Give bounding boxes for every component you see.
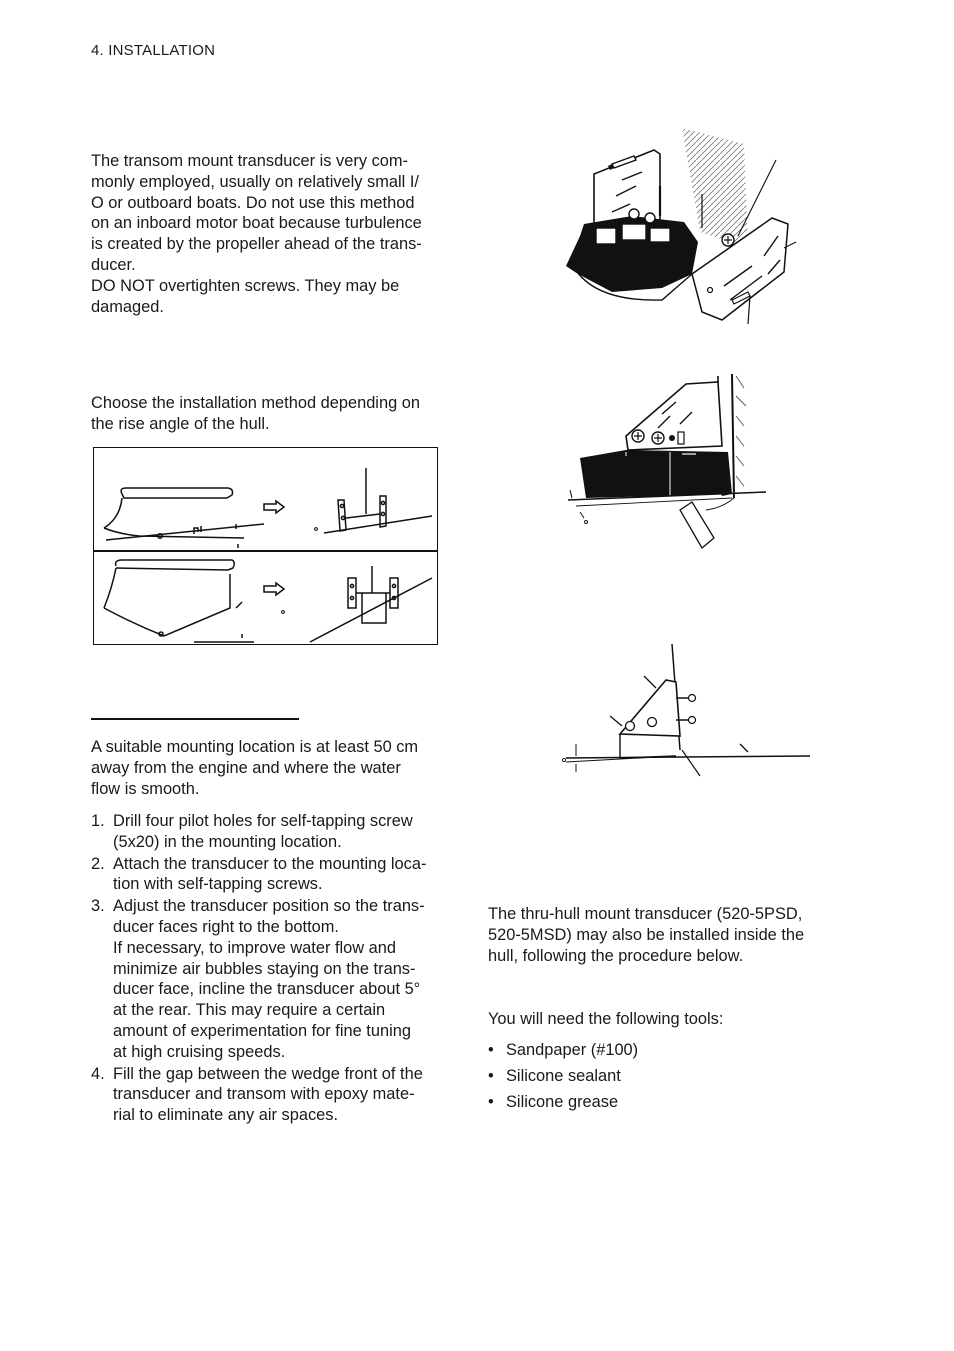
- step-line: Attach the transducer to the mounting loca-: [113, 854, 427, 873]
- step-text: [113, 1064, 451, 1126]
- step-number: 2.: [91, 854, 105, 873]
- tool-name: Silicone grease: [506, 1092, 619, 1111]
- method-line: the rise angle of the hull.: [91, 414, 270, 433]
- step-line: Drill four pilot holes for self-tapping screw: [113, 812, 413, 830]
- warning-line: DO NOT overtighten screws. They may be: [91, 276, 400, 295]
- tools-list: [488, 1040, 638, 1117]
- location-line: flow is smooth.: [91, 779, 200, 798]
- step-line: ducer face, incline the transducer about 5°: [113, 980, 421, 999]
- step-line: Fill the gap between the wedge front of the: [113, 1064, 423, 1083]
- hull-angle-figure: [93, 447, 438, 645]
- intro-line: is created by the propeller ahead of the trans-: [91, 235, 422, 254]
- step-line: at high cruising speeds.: [113, 1042, 286, 1061]
- tool-item: [488, 1040, 638, 1061]
- step-line: tion with self-tapping screws.: [113, 875, 323, 894]
- tool-name: Sandpaper (#100): [506, 1041, 639, 1059]
- step-text: [113, 854, 451, 896]
- step-line: Adjust the transducer position so the trans-: [113, 897, 425, 916]
- section-rule: [91, 718, 299, 720]
- transom-mount-side-illustration: [566, 372, 776, 552]
- transom-intro: [91, 151, 446, 317]
- intro-line: ducer.: [91, 255, 136, 274]
- step-number: 4.: [91, 1064, 105, 1083]
- intro-line: on an inboard motor boat because turbulence: [91, 214, 422, 233]
- location-line: away from the engine and where the water: [91, 758, 401, 777]
- location-paragraph: [91, 737, 446, 799]
- thru-hull-line: 520-5MSD) may also be installed inside the: [488, 925, 805, 944]
- tool-name: Silicone sealant: [506, 1066, 621, 1085]
- thru-hull-line: hull, following the procedure below.: [488, 946, 744, 965]
- intro-line: The transom mount transducer is very com-: [91, 152, 408, 170]
- tools-intro: [488, 1009, 838, 1030]
- step-line: transducer and transom with epoxy mate-: [113, 1085, 415, 1104]
- step-item: [91, 896, 451, 1062]
- step-line: (5x20) in the mounting location.: [113, 832, 342, 851]
- step-line: rial to eliminate any air spaces.: [113, 1106, 339, 1125]
- step-number: 1.: [91, 812, 105, 830]
- bullet-icon: •: [488, 1066, 494, 1085]
- step-number: 3.: [91, 897, 105, 916]
- method-choice: [91, 393, 446, 435]
- step-line: ducer faces right to the bottom.: [113, 917, 339, 936]
- tools-intro-text: You will need the following tools:: [488, 1010, 724, 1028]
- step-line: amount of experimentation for fine tuning: [113, 1021, 411, 1040]
- tool-item: [488, 1066, 638, 1087]
- transom-mount-exploded-illustration: [552, 124, 802, 329]
- hull-angle-drawing: [94, 448, 439, 646]
- intro-line: O or outboard boats. Do not use this method: [91, 193, 415, 212]
- step-item: [91, 854, 451, 896]
- step-text: [113, 896, 451, 1062]
- tool-item: [488, 1092, 638, 1113]
- thru-hull-paragraph: [488, 904, 838, 966]
- step-line: minimize air bubbles staying on the trans-: [113, 959, 416, 978]
- transducer-angle-illustration: [556, 640, 816, 785]
- step-item: [91, 811, 451, 853]
- method-line: Choose the installation method depending on: [91, 394, 420, 412]
- warning-line: damaged.: [91, 297, 164, 316]
- intro-line: monly employed, usually on relatively small I/: [91, 172, 419, 191]
- location-line: A suitable mounting location is at least 50 cm: [91, 738, 419, 756]
- section-header: 4. INSTALLATION: [91, 42, 216, 59]
- bullet-icon: •: [488, 1092, 494, 1111]
- thru-hull-line: The thru-hull mount transducer (520-5PSD,: [488, 905, 803, 923]
- bullet-icon: •: [488, 1041, 494, 1059]
- installation-steps: [91, 811, 451, 1127]
- step-text: [113, 811, 451, 853]
- step-item: [91, 1064, 451, 1126]
- step-line: If necessary, to improve water flow and: [113, 938, 397, 957]
- step-line: at the rear. This may require a certain: [113, 1001, 386, 1020]
